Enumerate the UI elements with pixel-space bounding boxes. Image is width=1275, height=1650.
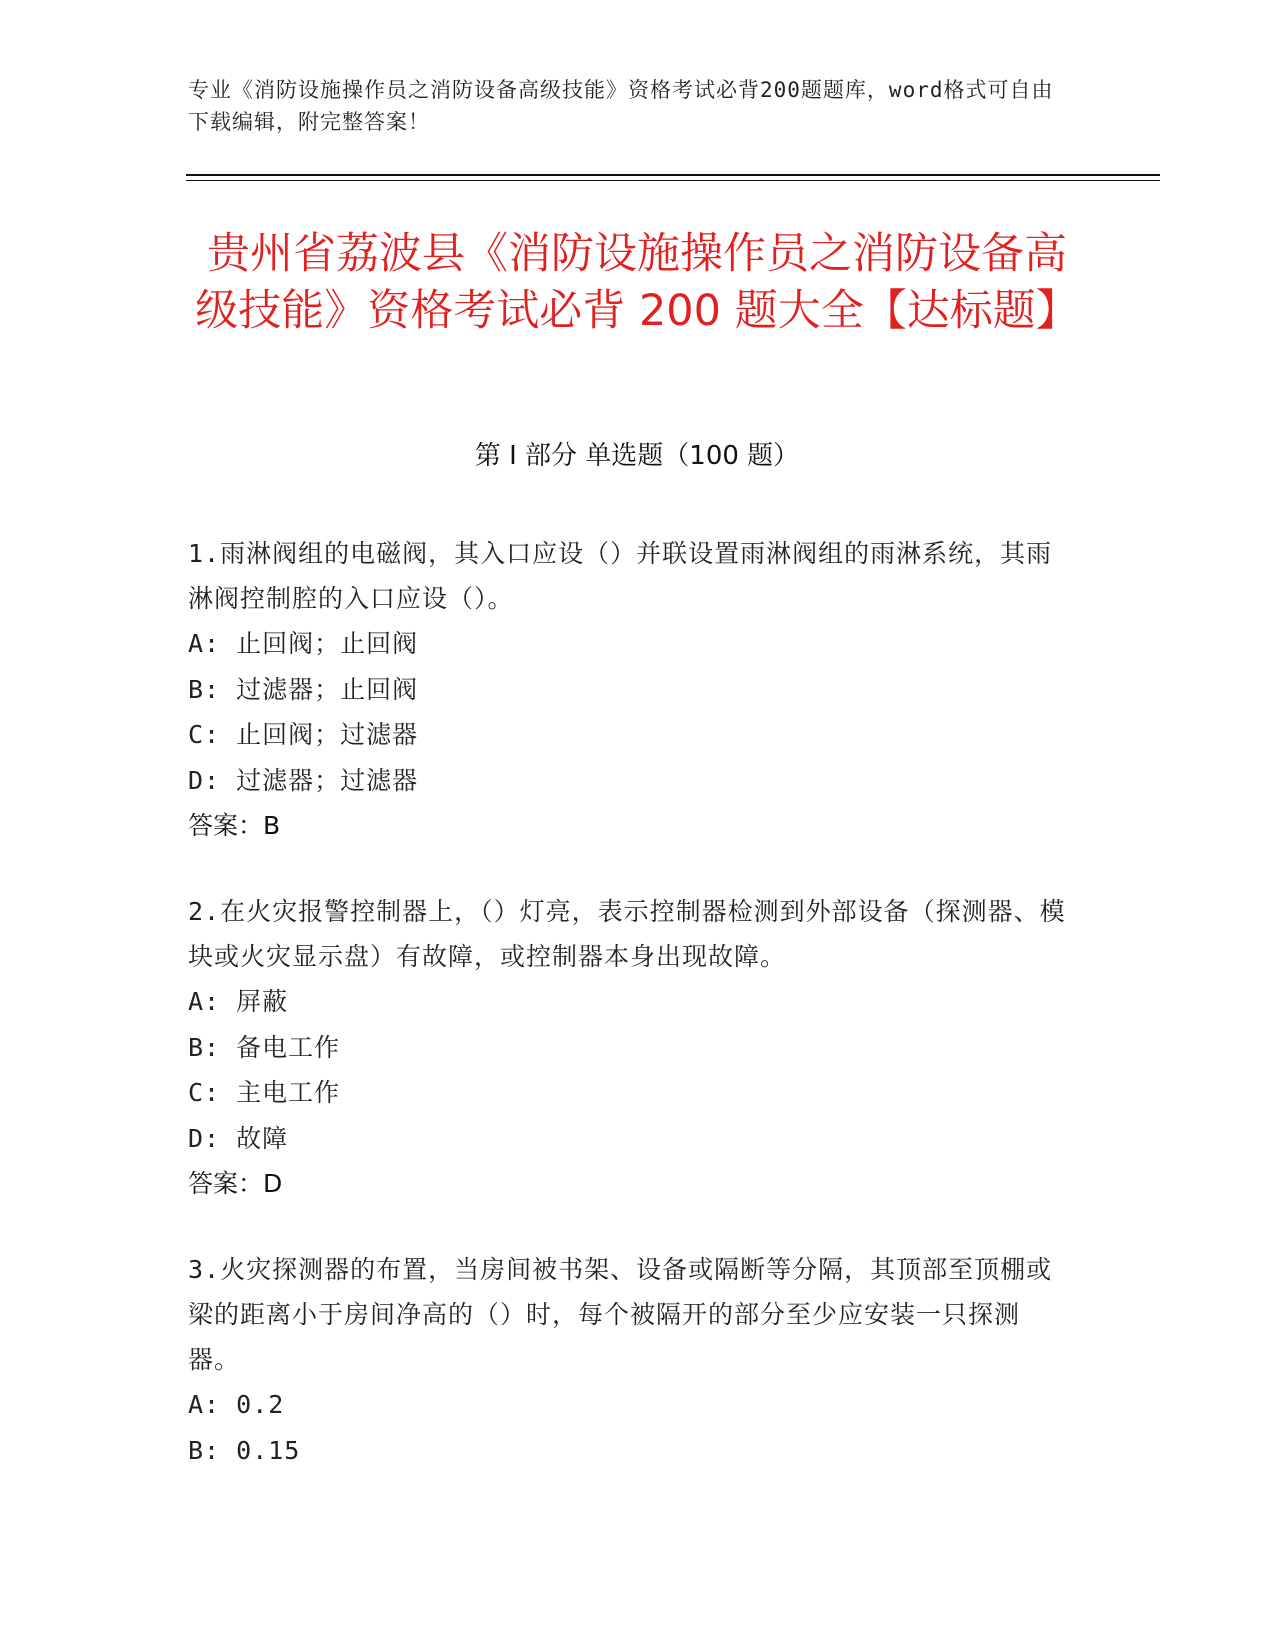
option-d: D: 故障 [188, 1123, 289, 1153]
option-b: B: 0.15 [188, 1435, 301, 1465]
option-b: B: 备电工作 [188, 1032, 341, 1062]
question-item [188, 889, 1068, 1207]
question-list [188, 531, 1068, 1513]
answer-label: 答案：B [188, 811, 281, 840]
option-a: A: 0.2 [188, 1390, 285, 1419]
option-c: C: 主电工作 [188, 1078, 341, 1107]
option-c: C: 止回阀；过滤器 [188, 720, 419, 749]
question-text: 2.在火灾报警控制器上，（）灯亮，表示控制器检测到外部设备（探测器、模块或火灾显示盘）有故障，或控制器本身出现故障。 [188, 897, 1066, 971]
question-item [188, 531, 1068, 849]
header-divider-thick [186, 174, 1160, 176]
option-b: B: 过滤器；止回阀 [188, 674, 419, 704]
question-item [188, 1247, 1068, 1473]
answer-label: 答案：D [188, 1169, 283, 1198]
document-title: 贵州省荔波县《消防设施操作员之消防设备高级技能》资格考试必背 200 题大全【达标题】 [195, 229, 1079, 336]
header-note: 专业《消防设施操作员之消防设备高级技能》资格考试必背200题题库，word格式可自由下载编辑，附完整答案！ [188, 78, 1054, 134]
option-a: A: 屏蔽 [188, 987, 289, 1016]
section-heading: 第 I 部分 单选题（100 题） [474, 441, 800, 471]
header-divider-thin [186, 180, 1160, 181]
option-d: D: 过滤器；过滤器 [188, 765, 419, 795]
question-text: 3.火灾探测器的布置，当房间被书架、设备或隔断等分隔，其顶部至顶棚或梁的距离小于房间净高的（）时，每个被隔开的部分至少应安装一只探测器。 [188, 1255, 1053, 1374]
question-text: 1.雨淋阀组的电磁阀，其入口应设（）并联设置雨淋阀组的雨淋系统，其雨淋阀控制腔的入口应设（）。 [188, 539, 1053, 613]
option-a: A: 止回阀；止回阀 [188, 629, 419, 658]
